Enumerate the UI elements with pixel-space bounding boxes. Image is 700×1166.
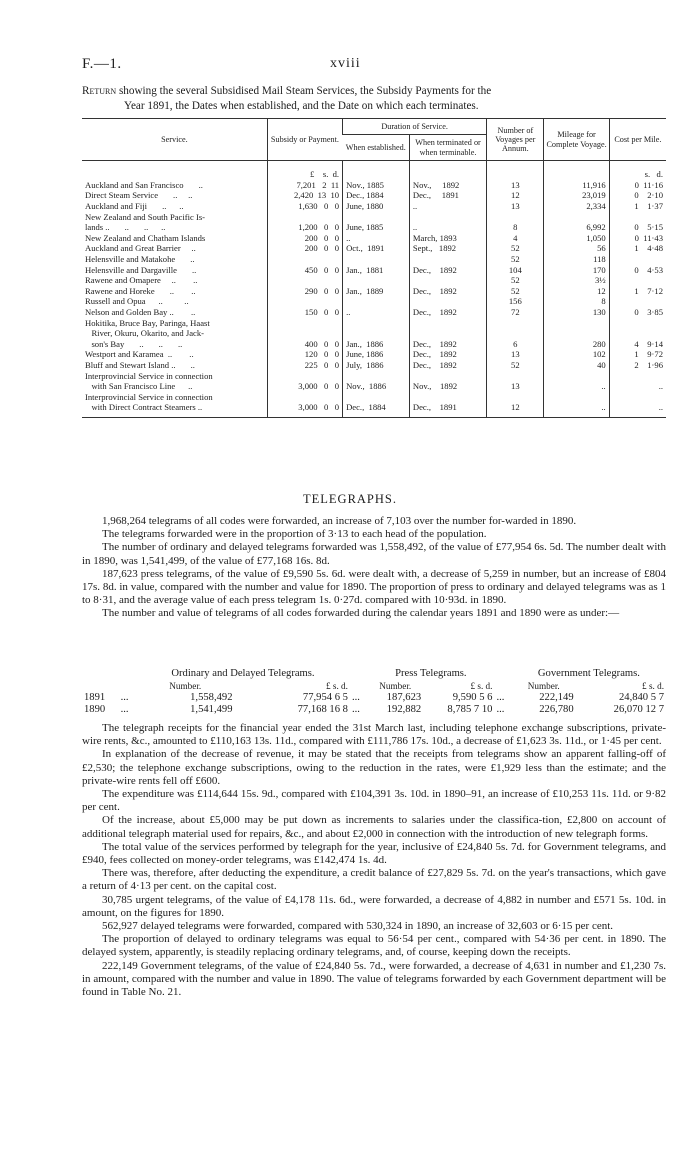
paragraph: 222,149 Government telegrams, of the value of £24,840 5s. 7d., were forwarded, a decrease of 4,631 in number and £1,230 7s. in amount, compared with the number and value in 1890. The value of telegrams forwarded by each Government department will be found in Table No. 21. <box>82 959 666 999</box>
table-row <box>82 190 666 201</box>
col-service: Service. <box>82 119 267 161</box>
paragraph: 187,623 press telegrams, of the value of £9,590 5s. 6d. were dealt with, a decrease of 5,259 in number, but an increase of £804 17s. 8d. in value, compared with the number and value for 1890. The proportion of press to ordinary and delayed telegrams was as 1 to 8·31, and the average value of each press telegram 1s. 0·27d. compared with 10·93d. in 1890. <box>82 567 666 607</box>
table-row <box>82 201 666 212</box>
cell-service: Interprovincial Service in connection with San Francisco Line .. <box>85 370 213 392</box>
cell-mile: 102 <box>544 349 609 360</box>
cell-cost: 4 9·14 <box>609 318 666 350</box>
cell-cost: 0 11·16 <box>609 180 666 191</box>
cell-term: Nov., 1892 <box>409 180 486 191</box>
group-ordinary: Ordinary and Delayed Telegrams. <box>171 668 315 679</box>
cell-service: Interprovincial Service in connection with Direct Contract Steamers .. <box>82 392 267 418</box>
year-cell: 1890 <box>84 704 106 715</box>
cell: 222,149 <box>539 692 574 703</box>
cell-cost: 0 2·10 <box>609 190 666 201</box>
cell-est: Dec., 1884 <box>343 392 410 418</box>
cell-term: Dec., 1891 <box>409 392 486 418</box>
cell-voy: 13 <box>487 201 544 212</box>
col-duration: Duration of Service. <box>343 119 487 135</box>
cell-mile: 40 <box>544 360 609 371</box>
cell-cost: 1 1·37 <box>609 201 666 212</box>
paragraph: The expenditure was £114,644 15s. 9d., compared with £104,391 3s. 10d. in 1890–91, an increase of £10,253 11s. 11d. or 9·82 per cent. <box>82 788 666 814</box>
cell-subsidy: 3,000 0 0 <box>267 371 342 392</box>
paragraph: The total value of the services performed by telegraph for the year, inclusive of £24,840 5s. 7d. for Government telegrams, and £940, fees collected on money-order telegrams, was £142,474 1s. 4d. <box>82 840 666 867</box>
subsidy-units: £ s. d. <box>267 161 342 180</box>
cell-est: Oct., 1891 <box>343 243 410 254</box>
cell: 226,780 <box>539 704 574 715</box>
table-row <box>82 180 666 191</box>
paragraph: The telegraph receipts for the financial year ended the 31st March last, including telephone exchange subscriptions, private-wire rents, &c., amounted to £110,163 13s. 11d., compared with £111,786 17s. 10d., a decrease of £1,623 3s. 11d., or 1·45 per cent. <box>82 722 666 748</box>
paragraph: Of the increase, about £5,000 may be put down as increments to salaries under the classifica-tion, £2,800 on account of additional telegraph material used for repairs, &c., and about £2,000 in connection with the introduction of new telegraph forms. <box>82 814 666 840</box>
cell-subsidy: 1,200 0 0 <box>267 212 342 233</box>
paragraph: The proportion of delayed to ordinary telegrams was equal to 56·54 per cent., compared with 54·36 per cent. in 1890. The delayed system, apparently, is steadily replacing ordinary telegrams, and, of course, keeping down the receipts. <box>82 933 666 959</box>
table-row <box>82 275 666 307</box>
cell-cost: 0 5·15 <box>609 212 666 233</box>
table-row <box>82 307 666 318</box>
col-mileage: Mileage for Complete Voyage. <box>544 119 609 161</box>
cell-est: Jan., 1886 <box>343 318 410 350</box>
cell-subsidy: 3,000 0 0 <box>267 392 342 418</box>
telegraphs-body <box>82 722 666 999</box>
cell-service: Auckland and Fiji .. .. <box>85 201 184 211</box>
cell-mile: 11,916 <box>544 180 609 191</box>
cell-mile: 23,019 <box>544 190 609 201</box>
cost-units: s. d. <box>609 161 666 180</box>
sub-value: £ s. d. <box>642 681 664 691</box>
telegrams-summary-table <box>82 668 666 716</box>
cell: 1,541,499 <box>190 704 233 715</box>
cell: 77,954 6 5 <box>302 692 348 703</box>
cell-service: Rawene and Omapere .. .. Rawene and Horeke .. .. Russell and Opua .. .. <box>85 275 198 307</box>
cell-voy: 12 <box>487 190 544 201</box>
cell-service: Westport and Karamea .. .. <box>85 349 194 360</box>
cell-mile: 56 <box>544 243 609 254</box>
cell-term: Dec., 1892 <box>409 360 486 371</box>
cell-term: .. <box>409 201 486 212</box>
table-row <box>82 318 666 350</box>
paragraph: In explanation of the decrease of revenue, it may be stated that the receipts from telegrams show an apparent falling-off of £2,530; the telephone exchange subscriptions, owing to the reduction in the rates, were £1,929 less than the estimate; and the private-wire rents fell off £600. <box>82 748 666 787</box>
cell-subsidy: 200 0 0 <box>267 243 342 254</box>
caption-text: showing the several Subsidised Mail Steam Services, the Subsidy Payments for the <box>116 85 492 97</box>
cell-term: Dec., 1891 <box>409 190 486 201</box>
cell-subsidy: 120 0 0 <box>267 349 342 360</box>
cell-voy: 4 <box>487 233 544 244</box>
cell-service: New Zealand and Chatham Islands <box>85 232 206 243</box>
paragraph: 1,968,264 telegrams of all codes were forwarded, an increase of 7,103 over the number for-warded in 1890. <box>102 515 577 527</box>
sub-value: £ s. d. <box>325 681 348 691</box>
col-when-established: When established. <box>343 135 410 161</box>
cell-cost: 0 4·53 <box>609 254 666 275</box>
col-subsidy: Subsidy or Payment. <box>267 119 342 161</box>
cell-service: Helensville and Matakohe .. Helensville and Dargaville .. <box>85 253 197 275</box>
units-row <box>82 161 666 180</box>
sub-number: Number. <box>169 681 202 691</box>
cell-subsidy: 1,630 0 0 <box>267 201 342 212</box>
cell-est: Jan., 1881 <box>343 254 410 275</box>
cell-subsidy: 2,420 13 10 <box>267 190 342 201</box>
cell-est: June, 1885 <box>343 212 410 233</box>
cell-cost: 2 1·96 <box>609 360 666 371</box>
cell-service: Direct Steam Service .. .. <box>85 190 193 201</box>
cell: 1,558,492 <box>190 692 233 703</box>
cell-voy: 8 <box>487 212 544 233</box>
cell-est: .. <box>343 233 410 244</box>
paragraph: The telegrams forwarded were in the proportion of 3·13 to each head of the population. <box>102 528 487 541</box>
table-caption <box>82 84 664 114</box>
cell-est: June, 1880 <box>343 201 410 212</box>
cell: 192,882 <box>386 704 422 715</box>
cell-mile: 280 <box>544 318 609 350</box>
cell-voy: 13 <box>487 371 544 392</box>
table-row <box>82 371 666 392</box>
cell-subsidy: 7,201 2 11 <box>267 180 342 191</box>
cell-term: Dec., 1892 <box>409 275 486 307</box>
cell-cost: 0 3·85 <box>609 307 666 318</box>
cell: 8,785 7 10 <box>447 704 493 715</box>
cell: 24,840 5 7 <box>618 692 664 703</box>
cell-cost: 0 11·43 <box>609 233 666 244</box>
group-government: Government Telegrams. <box>537 668 640 679</box>
table-row <box>82 349 666 360</box>
cell: 187,623 <box>386 692 422 703</box>
cell-cost: 1 9·72 <box>609 349 666 360</box>
cell-mile: 3½ 12 8 <box>544 275 609 307</box>
cell-term: Dec., 1892 <box>409 254 486 275</box>
paragraph: The number and value of telegrams of all codes forwarded during the calendar years 1891 and 1890 were as under:— <box>102 607 620 620</box>
cell-voy: 13 <box>487 180 544 191</box>
cell-mile: 1,050 <box>544 233 609 244</box>
table-row: 1890 ... 1,541,499 77,168 16 8 ... 192,882 8,785 7 10 ... 226,780 26,070 12 7 <box>84 704 664 715</box>
col-cost: Cost per Mile. <box>609 119 666 161</box>
cell-term: Dec., 1892 <box>409 307 486 318</box>
cell-mile: 6,992 <box>544 212 609 233</box>
cell-service: New Zealand and South Pacific Is- lands .. .. .. .. <box>85 211 206 233</box>
caption-continuation: Year 1891, the Dates when established, and the Date on which each terminates. <box>124 100 479 112</box>
cell-subsidy: 400 0 0 <box>267 318 342 350</box>
cell-est: July, 1886 <box>343 360 410 371</box>
cell-term: Sept., 1892 <box>409 243 486 254</box>
cell-est: Dec., 1884 <box>343 190 410 201</box>
table-row <box>82 233 666 244</box>
cell-service: Nelson and Golden Bay .. .. <box>85 306 196 317</box>
table-row <box>82 360 666 371</box>
page-number: xviii <box>330 56 361 71</box>
cell-subsidy: 225 0 0 <box>267 360 342 371</box>
cell-voy: 72 <box>487 307 544 318</box>
cell-cost: 1 7·12 <box>609 275 666 307</box>
cell-service: Hokitika, Bruce Bay, Paringa, Haast River, Okuru, Okarito, and Jack- son's Bay .. .. .. <box>85 317 210 349</box>
telegraphs-intro <box>82 515 666 621</box>
cell-est: Nov., 1885 <box>343 180 410 191</box>
cell-mile: 118 170 <box>544 254 609 275</box>
cell-subsidy: 200 0 0 <box>267 233 342 244</box>
cell-subsidy: 150 0 0 <box>267 307 342 318</box>
cell-term: March, 1893 <box>409 233 486 244</box>
cell-term: Dec., 1892 <box>409 318 486 350</box>
cell-service: Auckland and Great Barrier .. <box>85 243 196 254</box>
table-row <box>82 243 666 254</box>
cell: 9,590 5 6 <box>452 692 493 703</box>
cell-est: June, 1886 <box>343 349 410 360</box>
cell-voy: 52 104 <box>487 254 544 275</box>
paragraph: 30,785 urgent telegrams, of the value of £4,178 11s. 6d., were forwarded, a decrease of 4,882 in number and £571 5s. 10d. in amount, on the figures for 1890. <box>82 893 666 919</box>
year-cell: 1891 <box>84 692 106 703</box>
caption-lead: Return <box>82 85 117 97</box>
paragraph: 562,927 delayed telegrams were forwarded, compared with 530,324 in 1890, an increase of 32,603 or 6·15 per cent. <box>102 920 614 933</box>
cell: 26,070 12 7 <box>613 704 664 715</box>
group-press: Press Telegrams. <box>395 668 467 679</box>
sub-value: £ s. d. <box>470 681 493 691</box>
cell-term: Nov., 1892 <box>409 371 486 392</box>
cell-mile: 130 <box>544 307 609 318</box>
col-when-terminated: When terminated or when terminable. <box>409 135 486 161</box>
cell-subsidy: 290 0 0 <box>267 275 342 307</box>
mail-services-table <box>82 118 666 418</box>
cell-service: Bluff and Stewart Island .. .. <box>85 359 195 370</box>
cell-voy: 52 <box>487 243 544 254</box>
cell-voy: 13 <box>487 349 544 360</box>
sub-number: Number. <box>379 681 412 691</box>
table-row <box>82 254 666 275</box>
cell-voy: 52 52 156 <box>487 275 544 307</box>
table-row <box>82 392 666 418</box>
cell-service: Auckland and San Francisco .. <box>85 179 203 190</box>
table-row: 1891 ... 1,558,492 77,954 6 5 ... 187,623 9,590 5 6 ... 222,149 24,840 5 7 <box>84 692 664 703</box>
page-code: F.—1. <box>82 56 122 72</box>
cell-cost: .. <box>609 371 666 392</box>
cell-mile: .. <box>544 392 609 418</box>
table-row <box>82 212 666 233</box>
cell-subsidy: 450 0 0 <box>267 254 342 275</box>
cell-cost: 1 4·48 <box>609 243 666 254</box>
cell-mile: 2,334 <box>544 201 609 212</box>
cell-mile: .. <box>544 371 609 392</box>
section-title: TELEGRAPHS. <box>303 492 397 506</box>
paragraph: The number of ordinary and delayed telegrams forwarded was 1,558,492, of the value of £77,954 6s. 5d. The number dealt with in 1890, was 1,541,499, of the value of £77,168 16s. 8d. <box>82 541 666 567</box>
cell-est: Jan., 1889 <box>343 275 410 307</box>
cell-cost: .. <box>609 392 666 418</box>
cell-voy: 12 <box>487 392 544 418</box>
paragraph: There was, therefore, after deducting the expenditure, a credit balance of £27,829 5s. 7d. on the year's transactions, which gave a return of 4·13 per cent. on the capital cost. <box>82 867 666 893</box>
cell-est: Nov., 1886 <box>343 371 410 392</box>
cell-voy: 6 <box>487 318 544 350</box>
cell-term: Dec., 1892 <box>409 349 486 360</box>
sub-number: Number. <box>527 681 560 691</box>
cell-voy: 52 <box>487 360 544 371</box>
cell-est: .. <box>343 307 410 318</box>
cell-term: .. <box>409 212 486 233</box>
col-voyages: Number of Voyages per Annum. <box>487 119 544 161</box>
cell: 77,168 16 8 <box>297 704 348 715</box>
